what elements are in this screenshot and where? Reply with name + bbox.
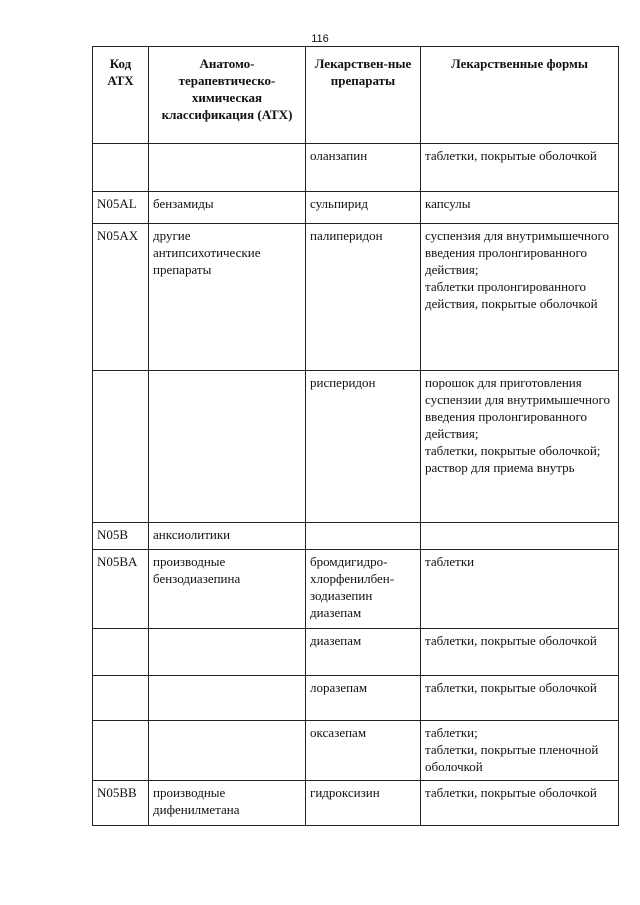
header-drugs: Лекарствен-ные препараты [306, 47, 421, 144]
row-classification [149, 721, 306, 781]
row-code: N05B [93, 523, 149, 550]
table-row [93, 523, 619, 550]
atc-drug-table [92, 46, 619, 826]
row-classification [149, 629, 306, 676]
row-drug: сульпирид [306, 192, 421, 224]
table-row [93, 192, 619, 224]
row-classification [149, 676, 306, 721]
header-classification: Анатомо-терапевтическо-химическая классификация (АТХ) [149, 47, 306, 144]
row-forms: таблетки [421, 550, 619, 629]
row-classification: анксиолитики [149, 523, 306, 550]
row-code [93, 721, 149, 781]
row-drug: оксазепам [306, 721, 421, 781]
row-forms: порошок для приготовления суспензии для внутримышечного введения пролонгированного действия; таблетки, покрытые оболочкой; раствор для приема внутрь [421, 371, 619, 523]
row-forms: таблетки, покрытые оболочкой [421, 144, 619, 192]
row-forms: таблетки, покрытые оболочкой [421, 781, 619, 826]
row-classification: производные бензодиазепина [149, 550, 306, 629]
row-classification [149, 144, 306, 192]
table-row [93, 371, 619, 523]
header-forms: Лекарственные формы [421, 47, 619, 144]
row-forms: таблетки, покрытые оболочкой [421, 676, 619, 721]
row-drug: палиперидон [306, 224, 421, 371]
row-drug [306, 523, 421, 550]
row-classification: другие антипсихотические препараты [149, 224, 306, 371]
table-row [93, 781, 619, 826]
row-classification: бензамиды [149, 192, 306, 224]
table-row [93, 144, 619, 192]
row-forms: капсулы [421, 192, 619, 224]
row-drug: оланзапин [306, 144, 421, 192]
table-row [93, 676, 619, 721]
row-forms [421, 523, 619, 550]
row-code [93, 144, 149, 192]
row-code: N05BA [93, 550, 149, 629]
row-code: N05AX [93, 224, 149, 371]
row-forms: таблетки; таблетки, покрытые пленочной оболочкой [421, 721, 619, 781]
table-header-row [93, 47, 619, 144]
row-classification [149, 371, 306, 523]
table-row [93, 550, 619, 629]
row-forms: суспензия для внутримышечного введения пролонгированного действия; таблетки пролонгированного действия, покрытые оболочкой [421, 224, 619, 371]
row-drug: рисперидон [306, 371, 421, 523]
row-drug: гидроксизин [306, 781, 421, 826]
row-drug: бромдигидро-хлорфенилбен-зодиазепин диазепам [306, 550, 421, 629]
row-code [93, 371, 149, 523]
row-classification: производные дифенилметана [149, 781, 306, 826]
table-row [93, 224, 619, 371]
header-code: Код АТХ [93, 47, 149, 144]
row-code [93, 676, 149, 721]
table-row [93, 629, 619, 676]
row-drug: диазепам [306, 629, 421, 676]
row-code [93, 629, 149, 676]
page-number: 116 [311, 33, 329, 45]
table-row [93, 721, 619, 781]
row-forms: таблетки, покрытые оболочкой [421, 629, 619, 676]
row-code: N05AL [93, 192, 149, 224]
row-drug: лоразепам [306, 676, 421, 721]
row-code: N05BB [93, 781, 149, 826]
